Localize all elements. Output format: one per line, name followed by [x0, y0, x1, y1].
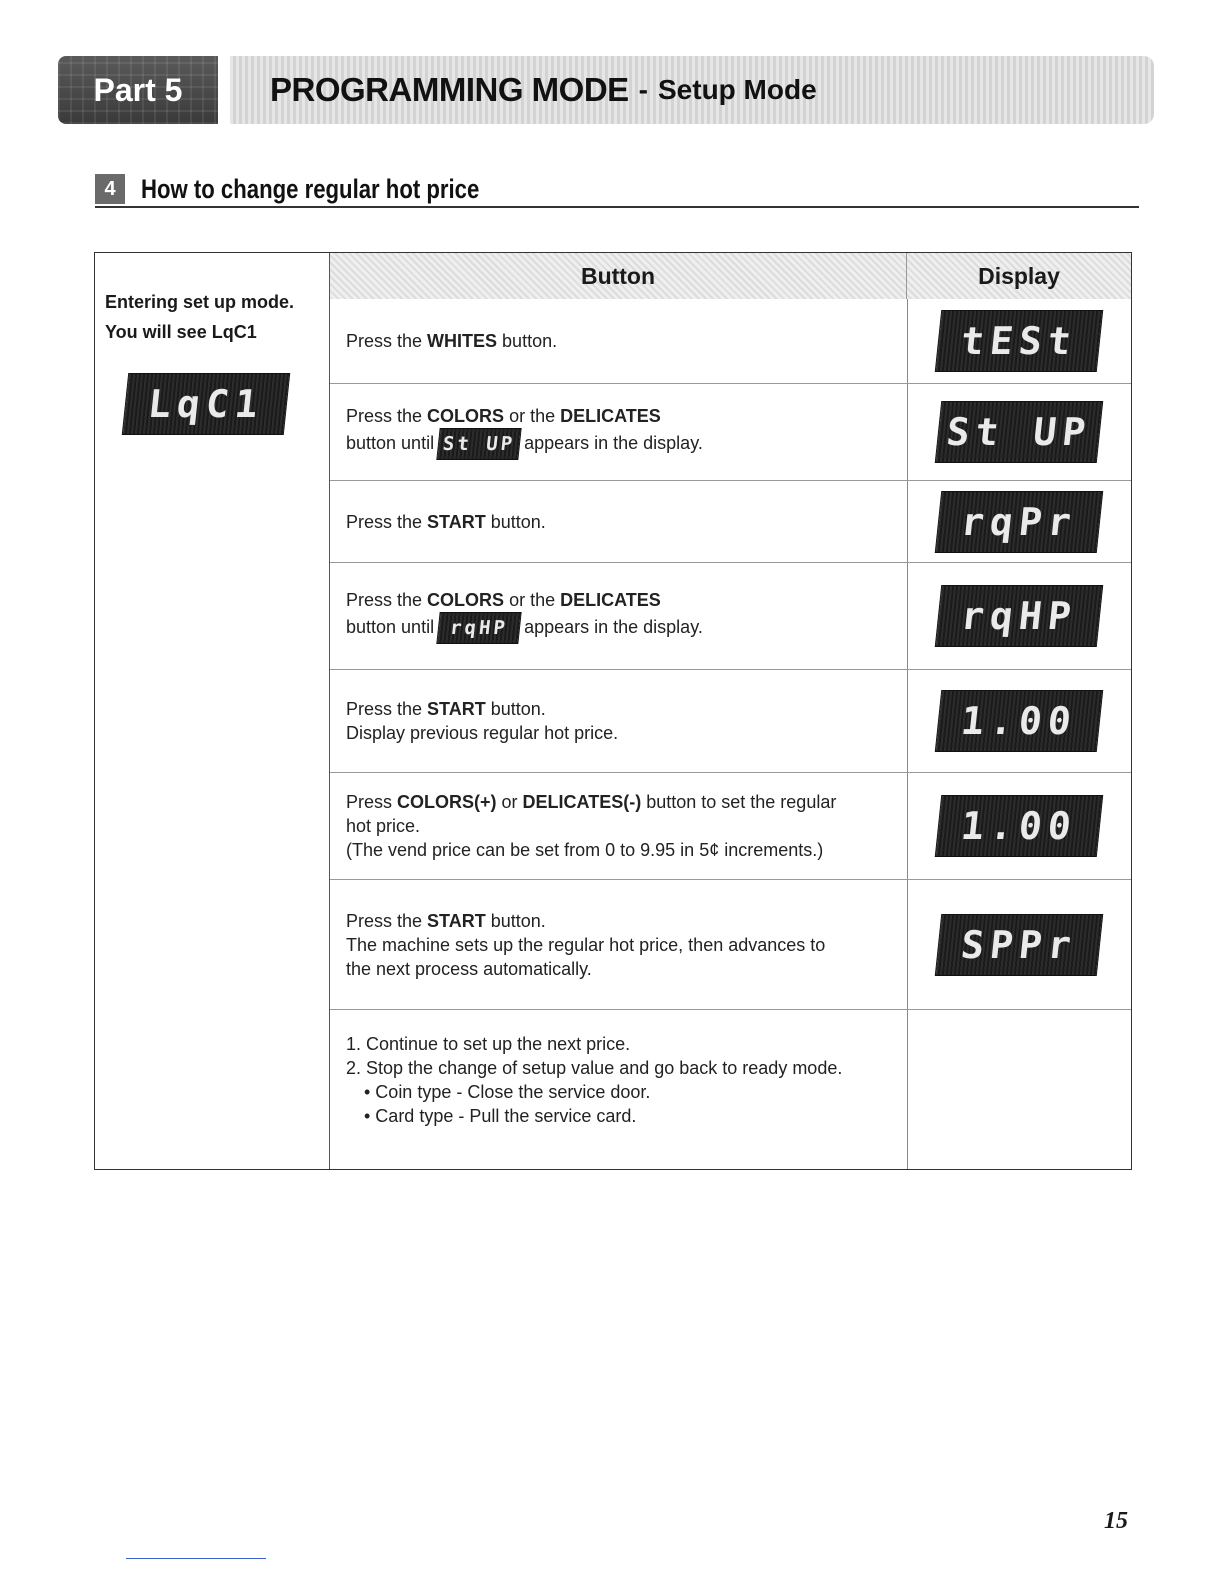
section-heading [95, 172, 1139, 208]
column-header-button: Button [330, 253, 907, 299]
button-instruction: Press the START button. The machine sets up the regular hot price, then advances to the next process automatically. [346, 910, 826, 979]
section-number-badge: 4 [95, 174, 125, 204]
table-row [330, 669, 1131, 772]
part-label: Part 5 [58, 56, 218, 124]
list-item: 2. Stop the change of setup value and go back to ready mode. [346, 1058, 843, 1078]
table-row [330, 383, 1131, 480]
button-instruction: Press the COLORS or the DELICATES button until rqHP appears in the display. [346, 563, 898, 669]
table-header [330, 253, 1131, 299]
table-row [330, 299, 1131, 383]
title-separator: - [638, 74, 648, 105]
left-column-text [105, 287, 294, 347]
button-instruction: Press the START button. [346, 511, 546, 532]
button-instruction: Press COLORS(+) or DELICATES(-) button to set the regular hot price. (The vend price can be set from 0 to 9.95 in 5¢ increments.) [346, 792, 837, 860]
key-delicates: DELICATES [560, 406, 661, 426]
procedure-table [94, 252, 1132, 1170]
left-column [95, 253, 330, 1169]
section-title: How to change regular hot price [141, 173, 480, 204]
bullet-item: • Card type - Pull the service card. [364, 1106, 637, 1126]
button-instruction: Press the WHITES button. [346, 331, 558, 351]
inline-led-rqhp: rqHP [436, 612, 521, 644]
button-instruction: Press the COLORS or the DELICATES button until St UP appears in the display. [346, 384, 898, 480]
column-header-display: Display [978, 262, 1060, 289]
list-item: 1. Continue to set up the next price. [346, 1034, 631, 1054]
table-row [330, 879, 1131, 1009]
led-display-setup: St UP [935, 401, 1104, 463]
page-title: PROGRAMMING MODE [270, 71, 629, 108]
key-delicates-minus: DELICATES(-) [522, 792, 642, 812]
led-display-rqhp: rqHP [935, 585, 1104, 647]
bullet-item: • Coin type - Close the service door. [364, 1082, 651, 1102]
page-number: 15 [1104, 1508, 1128, 1534]
table-row [330, 562, 1131, 669]
key-start: START [427, 699, 486, 719]
led-display-lqc1: LqC1 [122, 373, 291, 435]
led-display-price-adjust: 1.00 [935, 795, 1104, 857]
key-colors: COLORS [427, 406, 505, 426]
key-start: START [427, 910, 486, 931]
led-display-test: tESt [935, 310, 1104, 372]
led-display-rqpr: rqPr [935, 491, 1104, 553]
footer-link-underline [126, 1558, 266, 1559]
title-bar [230, 56, 1154, 124]
led-display-sppr: SPPr [935, 914, 1104, 976]
key-colors: COLORS [427, 590, 505, 610]
inline-led-setup: St UP [436, 428, 521, 460]
key-colors-plus: COLORS(+) [397, 792, 497, 812]
led-display-price: 1.00 [935, 690, 1104, 752]
table-row [330, 1009, 1131, 1169]
page-subtitle: Setup Mode [658, 74, 817, 105]
left-line-1: Entering set up mode. [105, 292, 295, 312]
final-instructions [346, 1010, 898, 1169]
key-whites: WHITES [427, 331, 498, 351]
left-line-2: You will see LqC1 [105, 322, 257, 342]
key-delicates: DELICATES [560, 590, 661, 610]
table-row [330, 772, 1131, 879]
table-row [330, 480, 1131, 562]
key-start: START [427, 511, 486, 532]
button-instruction: Press the START button. Display previous regular hot price. [346, 699, 619, 743]
